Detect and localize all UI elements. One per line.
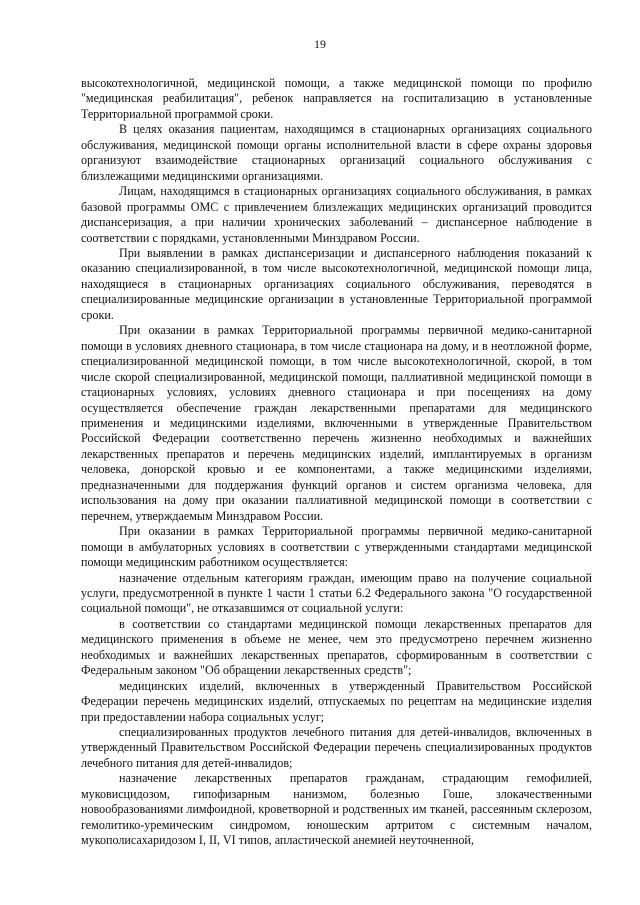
paragraph: При оказании в рамках Территориальной программы первичной медико-санитарной помощи в амбулаторных условиях в соответствии с утвержденными стандартами медицинской помощи медицинским работником осуществляется: [81,524,592,570]
paragraph: В целях оказания пациентам, находящимся в стационарных организациях социального обслуживания, медицинской помощи органы исполнительной власти в сфере охраны здоровья организуют взаимодействие стационарных организаций социального обслуживания с близлежащими медицинскими организациями. [81,122,592,183]
document-body [81,76,592,849]
paragraph-continuation: высокотехнологичной, медицинской помощи, а также медицинской помощи по профилю "медицинская реабилитация", ребенок направляется на госпитализацию в установленные Территориальной программой сроки. [81,76,592,121]
paragraph: в соответствии со стандартами медицинской помощи лекарственных препаратов для медицинского применения в объеме не менее, чем это предусмотрено перечнем жизненно необходимых и важнейших лекарственных препаратов, сформированным в соответствии с Федеральным законом "Об обращении лекарственных средств"; [81,616,592,678]
page-number: 19 [314,37,326,51]
paragraph: специализированных продуктов лечебного питания для детей-инвалидов, включенных в утвержденный Правительством Российской Федерации перечень специализированных продуктов лечебного питания для детей-инвалидов; [81,725,592,770]
paragraph: медицинских изделий, включенных в утвержденный Правительством Российской Федерации перечень медицинских изделий, отпускаемых по рецептам на медицинские изделия при предоставлении набора социальных услуг; [81,678,592,724]
paragraph: При выявлении в рамках диспансеризации и диспансерного наблюдения показаний к оказанию специализированной, в том числе высокотехнологичной, медицинской помощи лица, находящиеся в стационарных организациях социального обслуживания, переводятся в специализированные медицинские организации в установленные Территориальной программой сроки. [81,245,592,322]
paragraph: назначение отдельным категориям граждан, имеющим право на получение социальной услуги, предусмотренной в пункте 1 части 1 статьи 6.2 Федерального закона "О государственной социальной помощи", не отказавшимся от социальной услуги: [81,570,592,616]
paragraph: назначение лекарственных препаратов гражданам, страдающим гемофилией, муковисцидозом, гипофизарным нанизмом, болезнью Гоше, злокачественными новообразованиями лимфоидной, кроветворной и родственных им тканей, рассеянным склерозом, гемолитико-уремическим синдромом, юношеским артритом с системным началом, мукополисахаридозом I, II, VI типов, апластической анемией неуточненной, [81,771,592,848]
paragraph: При оказании в рамках Территориальной программы первичной медико-санитарной помощи в условиях дневного стационара, в том числе стационара на дому, и в неотложной форме, специализированной медицинской помощи, в том числе высокотехнологичной, скорой, в том числе скорой специализированной, медицинской помощи, паллиативной медицинской помощи в стационарных условиях, условиях дневного стационара и при посещениях на дому осуществляется обеспечение граждан лекарственными препаратами для медицинского применения и медицинскими изделиями, включенными в утвержденные Правительством Российской Федерации соответственно перечень жизненно необходимых и важнейших лекарственных препаратов и перечень медицинских изделий, имплантируемых в организм человека, донорской кровью и ее компонентами, а также медицинскими изделиями, предназначенными для поддержания функций органов и систем организма человека, для использования на дому при оказании паллиативной медицинской помощи в соответствии с перечнем, утверждаемым Минздравом России. [81,323,592,523]
paragraph: Лицам, находящимся в стационарных организациях социального обслуживания, в рамках базовой программы ОМС с привлечением близлежащих медицинских организаций проводится диспансеризация, а при наличии хронических заболеваний – диспансерное наблюдение в соответствии с порядками, установленными Минздравом России. [81,184,592,245]
